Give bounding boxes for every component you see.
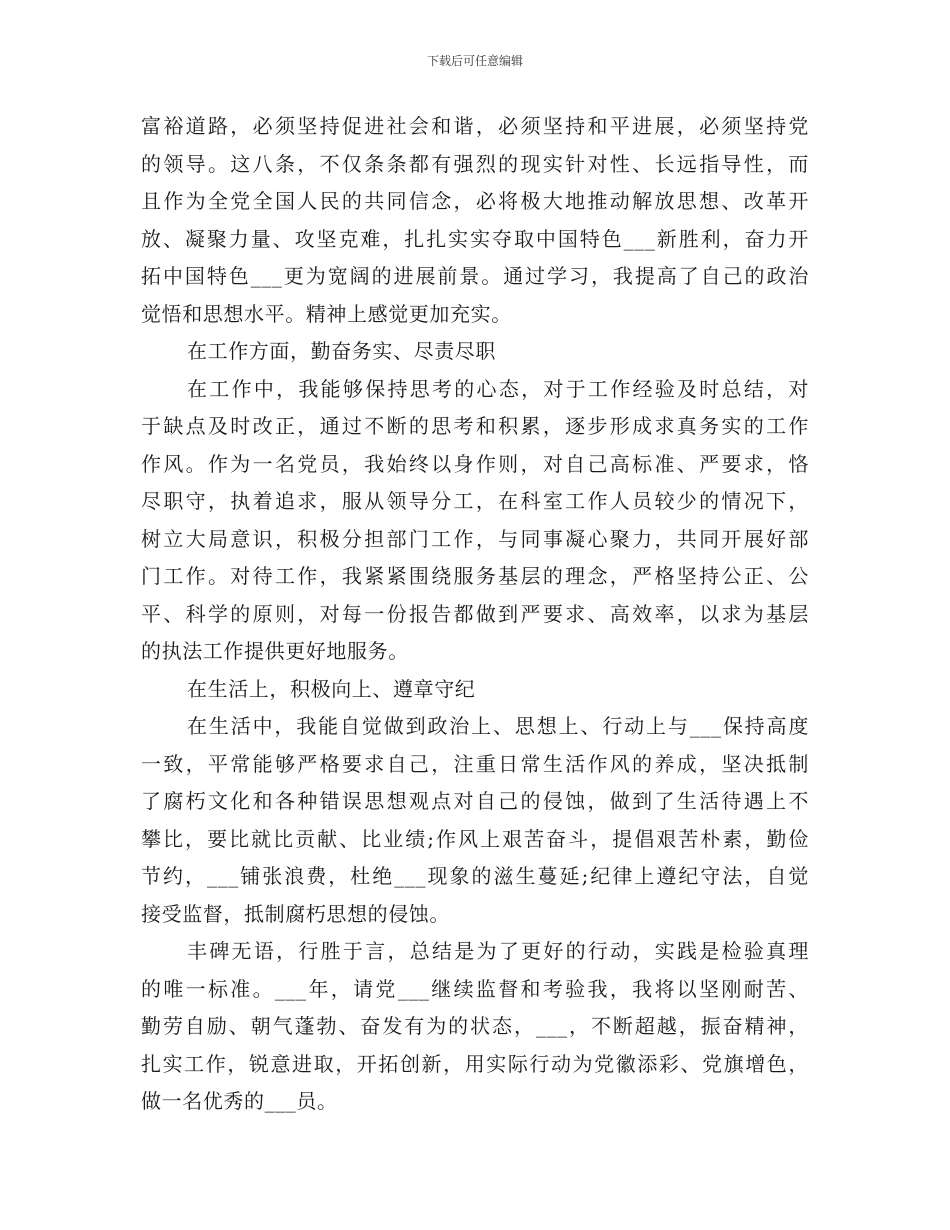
text-line: 富裕道路，必须坚持促进社会和谐，必须坚持和平进展，必须坚持党	[141, 114, 809, 138]
text-line: 攀比，要比就比贡献、比业绩;作风上艰苦奋斗，提倡艰苦朴素，勤俭	[141, 826, 809, 851]
text-line: 平、科学的原则，对每一份报告都做到严要求、高效率，以求为基层	[141, 601, 809, 626]
text-line: 拓中国特色___更为宽阔的进展前景。通过学习，我提高了自己的政治	[141, 264, 809, 288]
text-line: 且作为全党全国人民的共同信念，必将极大地推动解放思想、改革开	[141, 189, 809, 213]
text-line: 一致，平常能够严格要求自己，注重日常生活作风的养成，坚决抵制	[141, 751, 809, 776]
text-line: 的唯一标准。___年，请党___继续监督和考验我，我将以坚刚耐苦、	[141, 976, 809, 1001]
text-line: 的领导。这八条，不仅条条都有强烈的现实针对性、长远指导性，而	[141, 151, 809, 176]
text-line: 尽职守，执着追求，服从领导分工，在科室工作人员较少的情况下，	[141, 489, 809, 513]
text-line: 的执法工作提供更好地服务。	[141, 639, 409, 663]
text-line: 丰碑无语，行胜于言，总结是为了更好的行动，实践是检验真理	[187, 939, 809, 963]
text-line: 勤劳自励、朝气蓬勃、奋发有为的状态，___，不断超越，振奋精神，	[141, 1014, 809, 1038]
text-line: 了腐朽文化和各种错误思想观点对自己的侵蚀，做到了生活待遇上不	[141, 789, 809, 813]
text-line: 树立大局意识，积极分担部门工作，与同事凝心聚力，共同开展好部	[141, 526, 809, 551]
text-line: 于缺点及时改正，通过不断的思考和积累，逐步形成求真务实的工作	[141, 414, 809, 438]
text-line: 作风。作为一名党员，我始终以身作则，对自己高标准、严要求，恪	[141, 451, 809, 476]
text-line: 在生活中，我能自觉做到政治上、思想上、行动上与___保持高度	[187, 714, 809, 738]
document-body	[141, 108, 809, 1121]
page-header: 下载后可任意编辑	[426, 54, 523, 68]
text-line: 门工作。对待工作，我紧紧围绕服务基层的理念，严格坚持公正、公	[141, 564, 809, 588]
text-line: 在工作方面，勤奋务实、尽责尽职	[187, 339, 496, 363]
text-line: 扎实工作，锐意进取，开拓创新，用实际行动为党徽添彩、党旗增色，	[141, 1051, 809, 1076]
text-line: 做一名优秀的___员。	[141, 1089, 338, 1113]
text-line: 在工作中，我能够保持思考的心态，对于工作经验及时总结，对	[187, 376, 809, 401]
text-line: 接受监督，抵制腐朽思想的侵蚀。	[141, 901, 450, 926]
text-line: 在生活上，积极向上、遵章守纪	[187, 676, 476, 701]
text-line: 节约，___铺张浪费，杜绝___现象的滋生蔓延;纪律上遵纪守法，自觉	[141, 864, 809, 888]
text-line: 放、凝聚力量、攻坚克难，扎扎实实夺取中国特色___新胜利，奋力开	[141, 226, 809, 251]
text-line: 觉悟和思想水平。精神上感觉更加充实。	[141, 301, 512, 326]
